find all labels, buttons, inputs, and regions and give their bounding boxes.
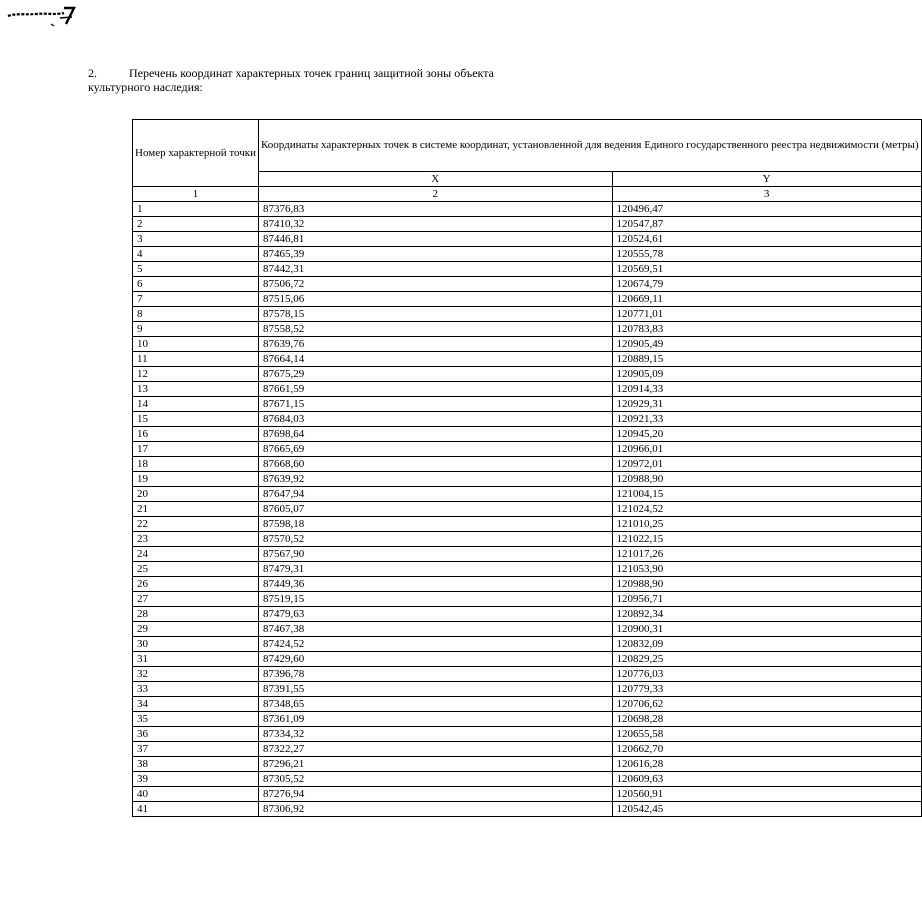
y-coordinate-cell: 120555,78 [612,247,921,262]
x-header: X [259,172,613,187]
y-coordinate-cell: 120779,33 [612,682,921,697]
point-number-cell: 7 [133,292,259,307]
table-row [133,502,922,517]
y-coordinate-cell: 120524,61 [612,232,921,247]
y-coordinate-cell: 120655,58 [612,727,921,742]
coordinates-header: Координаты характерных точек в системе координат, установленной для ведения Единого государственного реестра недвижимости (метры) [259,120,922,172]
column-number-1: 1 [133,187,259,202]
y-coordinate-cell: 120966,01 [612,442,921,457]
section-title: Перечень координат характерных точек границ защитной зоны объекта культурного наследия: [88,66,494,94]
y-coordinate-cell: 120892,34 [612,607,921,622]
y-coordinate-cell: 120783,83 [612,322,921,337]
y-coordinate-cell: 120771,01 [612,307,921,322]
point-number-cell: 16 [133,427,259,442]
y-coordinate-cell: 120569,51 [612,262,921,277]
x-coordinate-cell: 87665,69 [259,442,613,457]
y-coordinate-cell: 120496,47 [612,202,921,217]
y-coordinate-cell: 120829,25 [612,652,921,667]
x-coordinate-cell: 87668,60 [259,457,613,472]
table-row [133,577,922,592]
table-row [133,262,922,277]
handwritten-mark [6,4,78,28]
y-coordinate-cell: 121022,15 [612,532,921,547]
point-number-cell: 27 [133,592,259,607]
x-coordinate-cell: 87449,36 [259,577,613,592]
y-coordinate-cell: 120662,70 [612,742,921,757]
y-coordinate-cell: 120706,62 [612,697,921,712]
table-row [133,802,922,817]
point-number-cell: 21 [133,502,259,517]
point-number-cell: 37 [133,742,259,757]
x-coordinate-cell: 87675,29 [259,367,613,382]
y-coordinate-cell: 120776,03 [612,667,921,682]
y-coordinate-cell: 120609,63 [612,772,921,787]
table-row [133,427,922,442]
table-row [133,682,922,697]
table-row [133,382,922,397]
point-number-cell: 14 [133,397,259,412]
x-coordinate-cell: 87348,65 [259,697,613,712]
x-coordinate-cell: 87647,94 [259,487,613,502]
point-number-cell: 25 [133,562,259,577]
point-number-cell: 20 [133,487,259,502]
x-coordinate-cell: 87664,14 [259,352,613,367]
y-coordinate-cell: 120889,15 [612,352,921,367]
x-coordinate-cell: 87391,55 [259,682,613,697]
x-coordinate-cell: 87567,90 [259,547,613,562]
point-number-cell: 12 [133,367,259,382]
point-number-cell: 35 [133,712,259,727]
point-number-cell: 13 [133,382,259,397]
section-number: 2. [88,66,97,80]
x-coordinate-cell: 87296,21 [259,757,613,772]
x-coordinate-cell: 87467,38 [259,622,613,637]
x-coordinate-cell: 87276,94 [259,787,613,802]
point-number-cell: 22 [133,517,259,532]
x-coordinate-cell: 87446,81 [259,232,613,247]
table-row [133,487,922,502]
y-coordinate-cell: 120988,90 [612,472,921,487]
point-number-cell: 38 [133,757,259,772]
table-row [133,712,922,727]
x-coordinate-cell: 87479,31 [259,562,613,577]
point-number-cell: 9 [133,322,259,337]
point-number-header: Номер характерной точки [133,120,259,187]
x-coordinate-cell: 87558,52 [259,322,613,337]
point-number-cell: 19 [133,472,259,487]
table-row [133,742,922,757]
point-number-cell: 26 [133,577,259,592]
point-number-cell: 32 [133,667,259,682]
point-number-cell: 41 [133,802,259,817]
y-coordinate-cell: 120542,45 [612,802,921,817]
x-coordinate-cell: 87578,15 [259,307,613,322]
point-number-cell: 3 [133,232,259,247]
table-row [133,667,922,682]
y-coordinate-cell: 120914,33 [612,382,921,397]
point-number-cell: 15 [133,412,259,427]
y-coordinate-cell: 121010,25 [612,517,921,532]
y-coordinate-cell: 121017,26 [612,547,921,562]
table-row [133,217,922,232]
x-coordinate-cell: 87598,18 [259,517,613,532]
y-coordinate-cell: 120900,31 [612,622,921,637]
table-row [133,772,922,787]
x-coordinate-cell: 87305,52 [259,772,613,787]
table-row [133,757,922,772]
x-coordinate-cell: 87306,92 [259,802,613,817]
y-coordinate-cell: 121024,52 [612,502,921,517]
x-coordinate-cell: 87410,32 [259,217,613,232]
y-coordinate-cell: 121004,15 [612,487,921,502]
x-coordinate-cell: 87684,03 [259,412,613,427]
x-coordinate-cell: 87605,07 [259,502,613,517]
table-row [133,652,922,667]
point-number-cell: 11 [133,352,259,367]
x-coordinate-cell: 87322,27 [259,742,613,757]
x-coordinate-cell: 87506,72 [259,277,613,292]
point-number-cell: 36 [133,727,259,742]
x-coordinate-cell: 87515,06 [259,292,613,307]
table-row [133,232,922,247]
point-number-cell: 23 [133,532,259,547]
table-row [133,562,922,577]
y-coordinate-cell: 120616,28 [612,757,921,772]
table-row [133,472,922,487]
point-number-cell: 24 [133,547,259,562]
table-row [133,457,922,472]
point-number-cell: 28 [133,607,259,622]
table-row [133,322,922,337]
y-coordinate-cell: 120905,09 [612,367,921,382]
point-number-cell: 40 [133,787,259,802]
x-coordinate-cell: 87429,60 [259,652,613,667]
x-coordinate-cell: 87424,52 [259,637,613,652]
y-coordinate-cell: 120698,28 [612,712,921,727]
x-coordinate-cell: 87671,15 [259,397,613,412]
table-row [133,592,922,607]
table-row [133,607,922,622]
point-number-cell: 8 [133,307,259,322]
y-coordinate-cell: 120972,01 [612,457,921,472]
table-row [133,637,922,652]
point-number-cell: 4 [133,247,259,262]
table-row [133,412,922,427]
x-coordinate-cell: 87479,63 [259,607,613,622]
y-coordinate-cell: 120547,87 [612,217,921,232]
point-number-cell: 2 [133,217,259,232]
point-number-cell: 39 [133,772,259,787]
x-coordinate-cell: 87376,83 [259,202,613,217]
y-coordinate-cell: 120832,09 [612,637,921,652]
table-row [133,697,922,712]
y-coordinate-cell: 120905,49 [612,337,921,352]
x-coordinate-cell: 87361,09 [259,712,613,727]
point-number-cell: 5 [133,262,259,277]
y-coordinate-cell: 120560,91 [612,787,921,802]
table-row [133,247,922,262]
x-coordinate-cell: 87465,39 [259,247,613,262]
y-coordinate-cell: 120669,11 [612,292,921,307]
table-row [133,727,922,742]
x-coordinate-cell: 87570,52 [259,532,613,547]
table-row [133,787,922,802]
point-number-cell: 1 [133,202,259,217]
point-number-cell: 10 [133,337,259,352]
point-number-cell: 6 [133,277,259,292]
coordinates-table [132,119,922,817]
y-coordinate-cell: 120921,33 [612,412,921,427]
column-number-3: 3 [612,187,921,202]
point-number-cell: 29 [133,622,259,637]
table-row [133,202,922,217]
table-body [133,202,922,817]
x-coordinate-cell: 87698,64 [259,427,613,442]
y-coordinate-cell: 120674,79 [612,277,921,292]
section-heading [88,66,548,94]
table-row [133,622,922,637]
x-coordinate-cell: 87639,92 [259,472,613,487]
point-number-cell: 17 [133,442,259,457]
point-number-cell: 30 [133,637,259,652]
y-coordinate-cell: 120988,90 [612,577,921,592]
point-number-cell: 33 [133,682,259,697]
table-row [133,292,922,307]
x-coordinate-cell: 87519,15 [259,592,613,607]
x-coordinate-cell: 87639,76 [259,337,613,352]
x-coordinate-cell: 87334,32 [259,727,613,742]
table-row [133,277,922,292]
x-coordinate-cell: 87661,59 [259,382,613,397]
table-row [133,352,922,367]
point-number-cell: 31 [133,652,259,667]
point-number-cell: 18 [133,457,259,472]
x-coordinate-cell: 87442,31 [259,262,613,277]
column-number-2: 2 [259,187,613,202]
table-row [133,532,922,547]
x-coordinate-cell: 87396,78 [259,667,613,682]
table-row [133,337,922,352]
point-number-cell: 34 [133,697,259,712]
table-row [133,367,922,382]
table-row [133,442,922,457]
y-coordinate-cell: 120945,20 [612,427,921,442]
table-row [133,307,922,322]
y-coordinate-cell: 120956,71 [612,592,921,607]
y-coordinate-cell: 121053,90 [612,562,921,577]
table-row [133,397,922,412]
y-header: Y [612,172,921,187]
table-row [133,517,922,532]
table-row [133,547,922,562]
y-coordinate-cell: 120929,31 [612,397,921,412]
